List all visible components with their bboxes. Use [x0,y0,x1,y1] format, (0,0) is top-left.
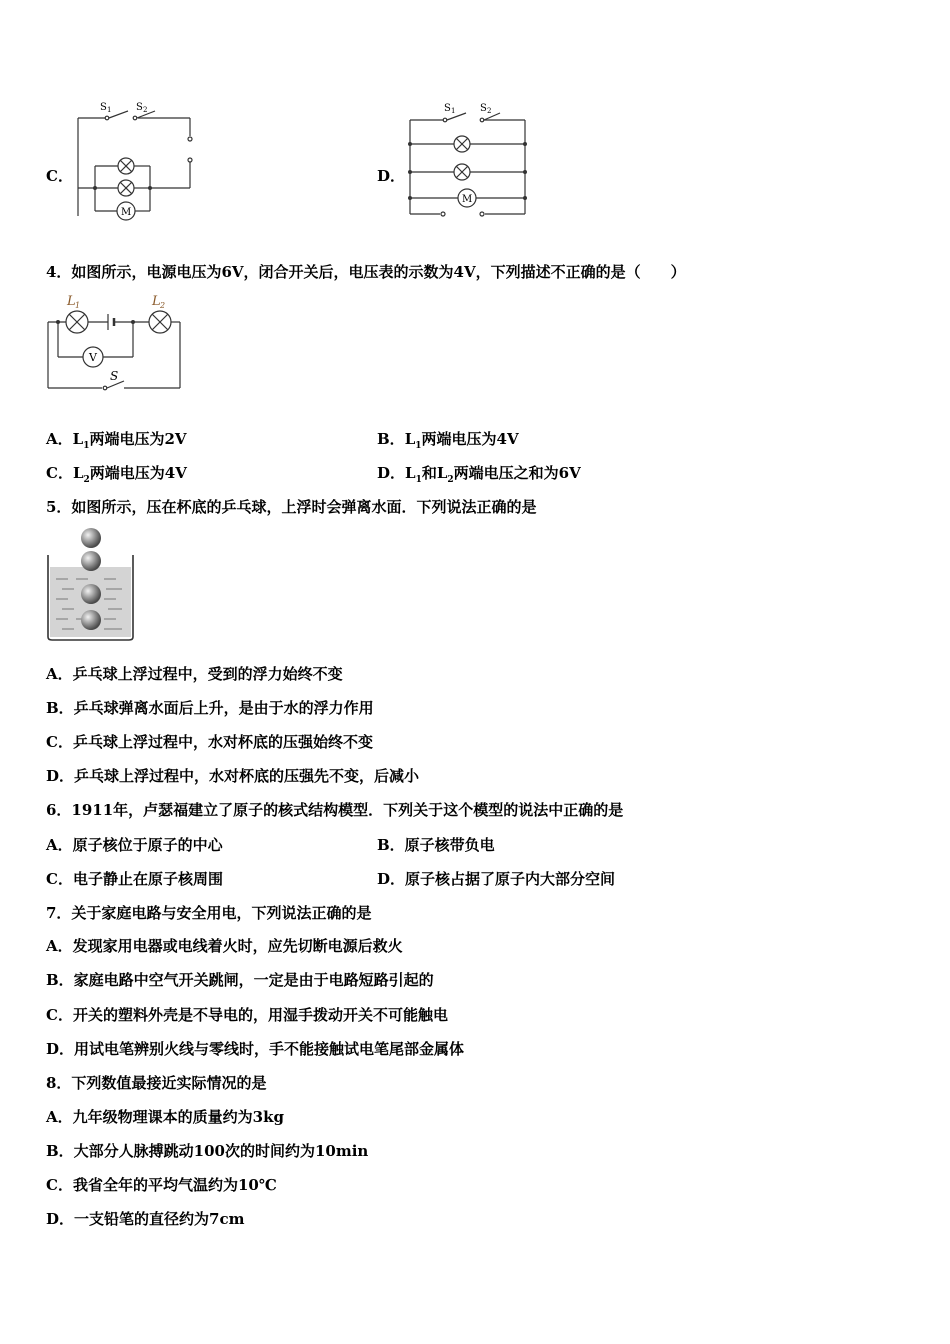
c-s1-sub: 1 [107,106,112,114]
q8-stem: 8．下列数值最接近实际情况的是 [46,1074,267,1092]
c-motor-label: M [121,207,132,218]
c-s2-sub: 2 [143,106,148,114]
q7-option-b: B．家庭电路中空气开关跳闸，一定是由于电路短路引起的 [46,971,434,989]
q4-l2-label: L [152,294,161,309]
option-c-label: C． [46,167,73,185]
q7-stem: 7．关于家庭电路与安全用电，下列说法正确的是 [46,904,372,922]
q5-cup-figure [44,525,139,643]
d-s1-sub: 1 [451,107,456,115]
q5-option-c: C．乒乓球上浮过程中，水对杯底的压强始终不变 [46,733,373,751]
q7-option-a: A．发现家用电器或电线着火时，应先切断电源后救火 [46,937,403,955]
q5-option-a: A．乒乓球上浮过程中，受到的浮力始终不变 [46,665,343,683]
option-d-label: D． [377,167,406,185]
q8-option-d: D．一支铅笔的直径约为7cm [46,1210,245,1228]
c-s2-label: S [136,102,143,113]
q8-option-a: A．九年级物理课本的质量约为3kg [46,1108,284,1126]
d-motor-label: M [462,194,473,205]
q4-stem: 4．如图所示，电源电压为6V，闭合开关后，电压表的示数为4V，下列描述不正确的是（ ） [46,263,686,281]
q4-l1-sub: 1 [75,301,81,310]
q8-option-c: C．我省全年的平均气温约为10℃ [46,1176,277,1194]
q7-option-d: D．用试电笔辨别火线与零线时，手不能接触试电笔尾部金属体 [46,1040,465,1058]
d-s2-label: S [480,103,487,114]
circuit-d-figure [400,98,535,223]
q5-option-b: B．乒乓球弹离水面后上升，是由于水的浮力作用 [46,699,374,717]
q4-option-c: C．$L_2$两端电压为4V [46,464,187,485]
q4-l1-label: L [67,294,76,309]
q4-voltmeter-label: V [89,351,97,364]
q4-circuit-figure [40,290,190,395]
d-s1-label: S [444,103,451,114]
q6-option-b: B．原子核带负电 [377,836,495,854]
circuit-c-figure [70,98,205,223]
q5-option-d: D．乒乓球上浮过程中，水对杯底的压强先不变，后减小 [46,767,420,785]
q4-option-a: A．$L_1$两端电压为2V [46,430,187,451]
q5-stem: 5．如图所示，压在杯底的乒乓球，上浮时会弹离水面．下列说法正确的是 [46,498,537,516]
q6-option-d: D．原子核占据了原子内大部分空间 [377,870,616,888]
d-s2-sub: 2 [487,107,492,115]
q6-stem: 6．1911年，卢瑟福建立了原子的核式结构模型．下列关于这个模型的说法中正确的是 [46,801,624,819]
q6-option-a: A．原子核位于原子的中心 [46,836,223,854]
q4-option-d: D．$L_1$和$L_2$两端电压之和为6V [377,464,581,485]
q4-switch-label: S [110,369,119,383]
q6-option-c: C．电子静止在原子核周围 [46,870,223,888]
q4-option-b: B．$L_1$两端电压为4V [377,430,519,451]
q8-option-b: B．大部分人脉搏跳动100次的时间约为10min [46,1142,369,1160]
c-s1-label: S [100,102,107,113]
q7-option-c: C．开关的塑料外壳是不导电的，用湿手拨动开关不可能触电 [46,1006,448,1024]
q4-l2-sub: 2 [160,301,166,310]
